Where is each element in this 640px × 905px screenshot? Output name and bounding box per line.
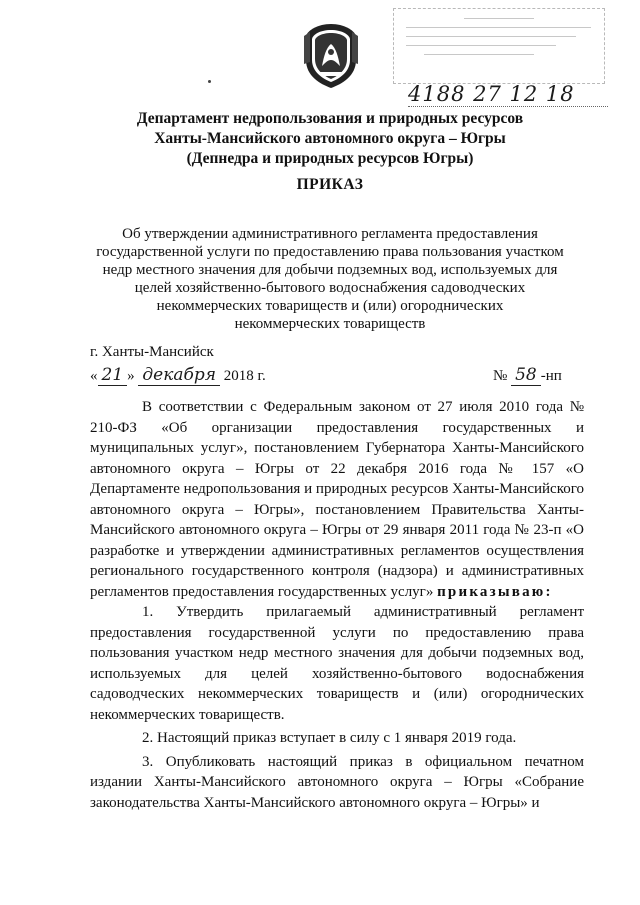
date-year: 2018 г. [223, 368, 266, 384]
date-month: декабря [138, 365, 220, 386]
document-title-line: государственной услуги по предоставлению права пользования участком [96, 244, 564, 260]
number-sign: № [493, 368, 508, 384]
document-body [90, 397, 584, 813]
preamble-paragraph [90, 397, 584, 602]
order-item-1: 1. Утвердить прилагаемый административный регламент предоставления государственной услуги по предоставлению права пользования участком недр местного значения для добычи подземных вод, используемых для целей хозяйственно-бытового водоснабжения садоводческих некоммерческих товариществ и (или) огороднических некоммерческих товариществ. [90, 604, 584, 723]
handwritten-registration-number: 4188 27 12 18 [408, 82, 575, 106]
department-short-name: (Депнедра и природных ресурсов Югры) [186, 150, 474, 167]
issue-city: г. Ханты-Мансийск [90, 344, 214, 360]
date-close-quote: » [127, 368, 135, 384]
document-title-line: некоммерческих товариществ [234, 316, 426, 332]
department-name-line-2: Ханты-Мансийского автономного округа – Югры [154, 130, 506, 147]
document-title-line: некоммерческих товариществ и (или) огороднических [156, 298, 504, 314]
order-word: приказываю: [437, 583, 553, 600]
document-title-line: недр местного значения для добычи подземных вод, используемых для [102, 262, 558, 278]
number-value: 58 [511, 365, 541, 386]
order-number [493, 365, 562, 386]
date-open-quote: « [90, 368, 98, 384]
order-item-3: 3. Опубликовать настоящий приказ в официальном печатном издании Ханты-Мансийского автономного округа – Югры «Собрание законодательства Ханты-Мансийского автономного округа – Югры» и [90, 753, 584, 811]
issue-date [90, 365, 266, 386]
document-type: ПРИКАЗ [296, 176, 364, 193]
registration-underline [408, 106, 608, 107]
registration-stamp [393, 8, 605, 84]
document-title-line: Об утверждении административного регламента предоставления [122, 226, 538, 242]
order-item-2: 2. Настоящий приказ вступает в силу с 1 января 2019 года. [142, 730, 517, 746]
preamble-text: В соответствии с Федеральным законом от 27 июля 2010 года № 210-ФЗ «Об организации предоставления государственных и муниципальных услуг», постановлением Губернатора Ханты-Мансийского автономного округа – Югры от 22 декабря 2016 года № 157 «О Департаменте недропользования и природных ресурсов Ханты-Мансийского автономного округа – Югры», постановлением Правительства Ханты-Мансийского автономного округа – Югры от 29 января 2011 года № 23-п «О разработке и утверждении административных регламентов осуществления регионального государственного контроля (надзора) и административных регламентов предоставления государственных услуг» [90, 399, 584, 600]
date-day: 21 [98, 365, 128, 386]
document-title-line: целей хозяйственно-бытового водоснабжения садоводческих [134, 280, 526, 296]
ink-dot [208, 80, 211, 83]
department-name-line-1: Департамент недропользования и природных ресурсов [136, 110, 524, 127]
number-suffix: -нп [540, 368, 562, 384]
coat-of-arms-emblem [300, 22, 362, 90]
